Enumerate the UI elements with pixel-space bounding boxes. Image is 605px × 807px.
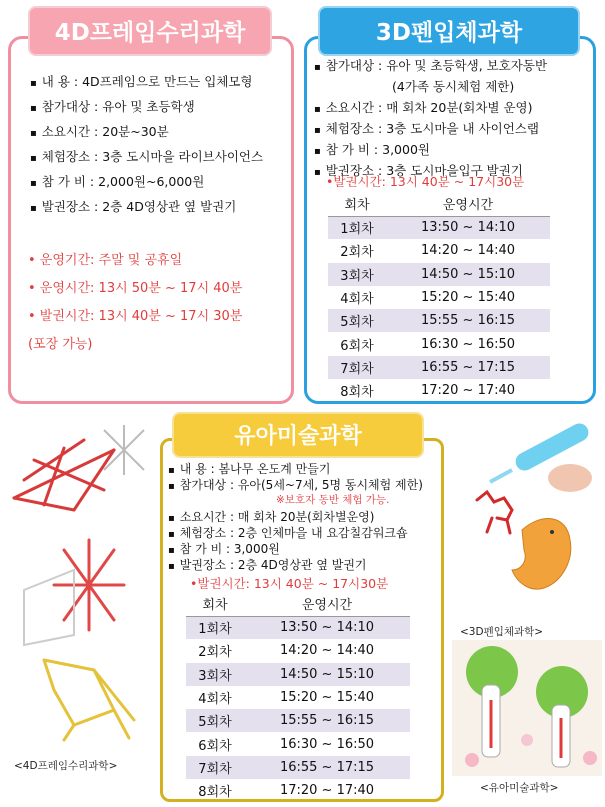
- schedule-time: 13:50 ~ 14:10: [244, 616, 410, 639]
- schedule-round: 7회차: [328, 356, 386, 379]
- frame4d-content-row: ▪ 내 용 : 4D프레임으로 만드는 입체모형: [30, 72, 253, 90]
- schedule-row: [328, 239, 550, 262]
- schedule-round: 7회차: [186, 756, 244, 779]
- frame4d-models-illustration: [4, 420, 154, 750]
- kidart-place-row: ▪ 체험장소 : 2층 인체마을 내 요감칠감워크숍: [168, 524, 408, 541]
- schedule-row: [328, 263, 550, 286]
- kidart-photo: [452, 640, 602, 776]
- schedule-round: 1회차: [186, 616, 244, 639]
- schedule-row: [186, 732, 410, 755]
- schedule-time: 15:55 ~ 16:15: [386, 309, 550, 332]
- schedule-row: [186, 663, 410, 686]
- schedule-row: [186, 686, 410, 709]
- schedule-round: 5회차: [186, 709, 244, 732]
- schedule-time: 17:20 ~ 17:40: [420, 383, 516, 399]
- pen3d-duration-row: ▪ 소요시간 : 매 회차 20분(회차별 운영): [314, 98, 533, 116]
- pen3d-limit-row: (4가족 동시체험 제한): [392, 79, 515, 94]
- frame4d-hours-note: • 운영시간: 13시 50분 ~ 17시 40분: [28, 281, 243, 296]
- schedule-row: [186, 616, 410, 639]
- pen3d-photo: [452, 420, 602, 620]
- frame4d-title: 4D프레임수리과학: [28, 6, 272, 56]
- schedule-header-time: 운영시간: [386, 192, 550, 216]
- kidart-caption: <유아미술과학>: [480, 782, 559, 794]
- pen3d-schedule-table: [328, 192, 550, 402]
- frame4d-ticket-note: • 발권시간: 13시 40분 ~ 17시 30분: [28, 309, 243, 324]
- schedule-time: 14:50 ~ 15:10: [386, 263, 550, 286]
- pen3d-place-row: ▪ 체험장소 : 3층 도시마을 내 사이언스랩: [314, 119, 539, 137]
- schedule-round: 6회차: [198, 738, 232, 754]
- schedule-time: 16:55 ~ 17:15: [386, 356, 550, 379]
- schedule-row: [186, 756, 410, 779]
- kidart-target-row: ▪ 참가대상 : 유아(5세~7세, 5명 동시체험 제한): [168, 476, 423, 493]
- schedule-row: [328, 332, 550, 355]
- pen3d-schedule-header: [328, 192, 550, 216]
- schedule-row: [328, 309, 550, 332]
- kidart-title: 유아미술과학: [172, 412, 424, 458]
- schedule-row: [186, 639, 410, 662]
- schedule-round: 5회차: [328, 309, 386, 332]
- schedule-row: [328, 216, 550, 239]
- schedule-header-round: 회차: [186, 592, 244, 616]
- schedule-time: 17:20 ~ 17:40: [279, 783, 375, 799]
- frame4d-caption: <4D프레임수리과학>: [14, 760, 118, 772]
- pen3d-ticket-time: •발권시간: 13시 40분 ~ 17시30분: [326, 174, 525, 189]
- schedule-time: 16:30 ~ 16:50: [420, 336, 516, 352]
- kidart-schedule-table: [186, 592, 410, 802]
- schedule-row: [328, 356, 550, 379]
- frame4d-model-photos: [4, 420, 154, 750]
- schedule-round: 8회차: [198, 785, 232, 801]
- kidart-fee-row: ▪ 참 가 비 : 3,000원: [168, 540, 280, 557]
- frame4d-ticket-row: ▪ 발권장소 : 2층 4D영상관 옆 발권기: [30, 197, 236, 215]
- schedule-time: 13:50 ~ 14:10: [386, 216, 550, 239]
- schedule-time: 15:20 ~ 15:40: [279, 690, 375, 706]
- schedule-round: 4회차: [340, 292, 374, 308]
- schedule-row: [186, 709, 410, 732]
- pen3d-ticket-row: ▪ 발권장소 : 3층 도시마을입구 발권기: [314, 161, 523, 179]
- frame4d-target-row: ▪ 참가대상 : 유아 및 초등학생: [30, 97, 195, 115]
- pen3d-title: 3D펜입체과학: [318, 6, 580, 56]
- schedule-time: 14:20 ~ 14:40: [420, 243, 516, 259]
- kidart-duration-row: ▪ 소요시간 : 매 회차 20분(회차별운영): [168, 508, 374, 525]
- kidart-ticket-time: •발권시간: 13시 40분 ~ 17시30분: [190, 576, 389, 591]
- frame4d-fee-row: ▪ 참 가 비 : 2,000원~6,000원: [30, 172, 204, 190]
- schedule-header-time: 운영시간: [244, 592, 410, 616]
- schedule-time: 15:55 ~ 16:15: [244, 709, 410, 732]
- schedule-header-round: 회차: [328, 192, 386, 216]
- pen3d-caption: <3D펜입체과학>: [460, 626, 544, 638]
- schedule-round: 6회차: [340, 338, 374, 354]
- schedule-row: [328, 286, 550, 309]
- kidart-schedule-header: [186, 592, 410, 616]
- schedule-row: [186, 779, 410, 802]
- frame4d-place-row: ▪ 체험장소 : 3층 도시마을 라이브사이언스: [30, 147, 263, 165]
- frame4d-takeout-note: (포장 가능): [28, 337, 93, 352]
- schedule-time: 16:30 ~ 16:50: [279, 736, 375, 752]
- schedule-time: 14:50 ~ 15:10: [244, 663, 410, 686]
- kidart-guardian-note: ※보호자 동반 체험 가능.: [276, 494, 390, 506]
- schedule-time: 16:55 ~ 17:15: [244, 756, 410, 779]
- schedule-row: [328, 379, 550, 402]
- kidart-ticket-row: ▪ 발권장소 : 2층 4D영상관 옆 발권기: [168, 556, 367, 573]
- frame4d-duration-row: ▪ 소요시간 : 20분~30분: [30, 122, 169, 140]
- schedule-round: 2회차: [340, 245, 374, 261]
- schedule-round: 3회차: [186, 663, 244, 686]
- schedule-time: 15:20 ~ 15:40: [420, 290, 516, 306]
- pen3d-illustration: [452, 420, 602, 620]
- pen3d-fee-row: ▪ 참 가 비 : 3,000원: [314, 140, 430, 158]
- schedule-round: 8회차: [340, 385, 374, 401]
- schedule-round: 2회차: [198, 645, 232, 661]
- schedule-time: 14:20 ~ 14:40: [279, 643, 375, 659]
- kidart-content-row: ▪ 내 용 : 봄나무 온도계 만들기: [168, 460, 330, 477]
- kidart-illustration: [452, 640, 602, 776]
- schedule-round: 3회차: [328, 263, 386, 286]
- schedule-round: 4회차: [198, 692, 232, 708]
- frame4d-period-note: • 운영기간: 주말 및 공휴일: [28, 253, 183, 268]
- pen3d-target-row: ▪ 참가대상 : 유아 및 초등학생, 보호자동반: [314, 56, 547, 74]
- schedule-round: 1회차: [328, 216, 386, 239]
